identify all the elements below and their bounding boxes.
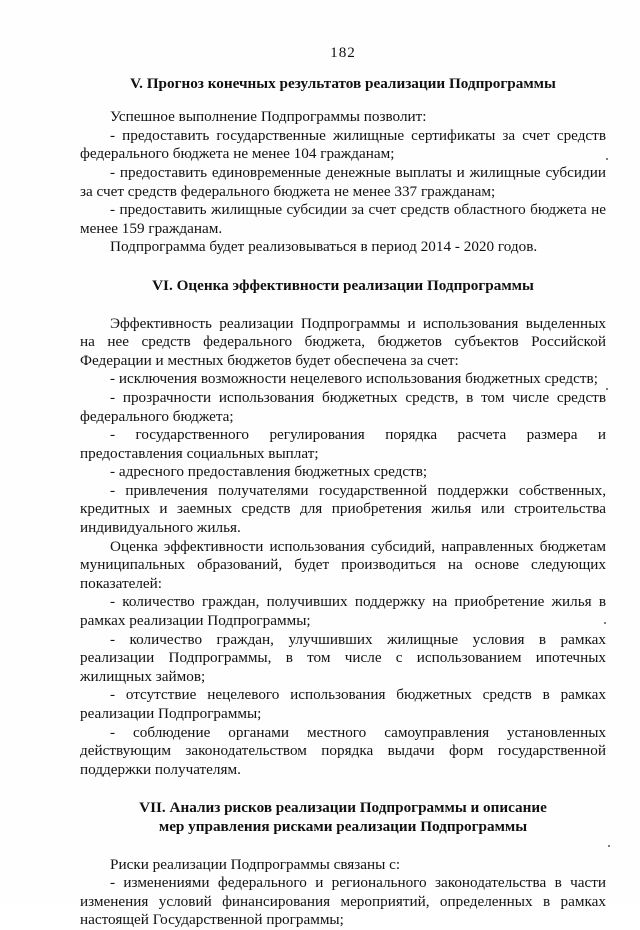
bullet-item: - прозрачности использования бюджетных средств, в том числе средств федерального бюджета; xyxy=(80,388,606,425)
scan-speck xyxy=(604,622,606,624)
section-6-title: VI. Оценка эффективности реализации Подпрограммы xyxy=(152,276,534,294)
section-5-body xyxy=(80,108,606,257)
page-number: 182 xyxy=(330,44,356,61)
bullet-item: - предоставить государственные жилищные сертификаты за счет средств федерального бюджета не менее 104 гражданам; xyxy=(80,126,606,163)
bullet-item: - предоставить единовременные денежные выплаты и жилищные субсидии за счет средств федерального бюджета не менее 337 гражданам; xyxy=(80,163,606,200)
paragraph: Эффективность реализации Подпрограммы и использования выделенных на нее средств федерального бюджета, бюджетов субъектов Российской Федерации и местных бюджетов будет обеспечена за счет: xyxy=(80,314,606,369)
bullet-item: - привлечения получателями государственной поддержки собственных, кредитных и заемных средств для приобретения жилья или строительства индивидуального жилья. xyxy=(80,481,606,537)
bullet-item: - предоставить жилищные субсидии за счет средств областного бюджета не менее 159 гражданам. xyxy=(80,201,606,237)
bullet-item: - государственного регулирования порядка расчета размера и предоставления социальных выплат; xyxy=(80,426,606,462)
scan-speck xyxy=(608,845,610,847)
paragraph: Оценка эффективности использования субсидий, направленных бюджетам муниципальных образований, будет производиться на основе следующих показателей: xyxy=(80,537,606,592)
bullet-item: - изменениями федерального и регионального законодательства в части изменения условий финансирования мероприятий, определенных в рамках настоящей Государственной программы; xyxy=(80,874,606,929)
bullet-item: - количество граждан, получивших поддержку на приобретение жилья в рамках реализации Подпрограммы; xyxy=(80,593,606,630)
bullet-item: - соблюдение органами местного самоуправления установленных действующим законодательством порядка выдачи форм государственной поддержки получателям. xyxy=(80,723,606,778)
paragraph: Подпрограмма будет реализовываться в период 2014 - 2020 годов. xyxy=(110,238,538,256)
bullet-item: - исключения возможности нецелевого использования бюджетных средств; xyxy=(110,370,598,388)
section-6-body xyxy=(80,315,606,780)
section-7-title-line-1: VII. Анализ рисков реализации Подпрограммы и описание xyxy=(139,799,547,817)
bullet-item: - количество граждан, улучшивших жилищные условия в рамках реализации Подпрограммы, в том числе с использованием ипотечных жилищных займов; xyxy=(80,630,606,685)
section-7-title xyxy=(80,799,606,836)
section-5-title: V. Прогноз конечных результатов реализации Подпрограммы xyxy=(130,74,556,92)
paragraph: Успешное выполнение Подпрограммы позволит: xyxy=(110,108,427,126)
bullet-item: - адресного предоставления бюджетных средств; xyxy=(110,463,428,481)
paragraph: Риски реализации Подпрограммы связаны с: xyxy=(110,855,401,873)
section-7-title-line-2: мер управления рисками реализации Подпрограммы xyxy=(158,817,528,835)
section-7-body xyxy=(80,856,606,930)
bullet-item: - отсутствие нецелевого использования бюджетных средств в рамках реализации Подпрограммы; xyxy=(80,686,606,722)
scan-speck xyxy=(606,158,608,160)
scan-speck xyxy=(606,388,608,390)
